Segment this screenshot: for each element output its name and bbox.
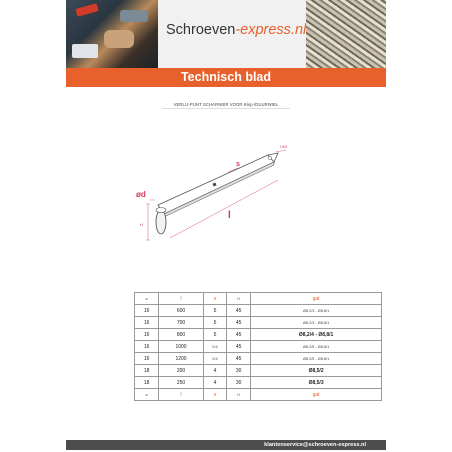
- brand-logo: [166, 22, 306, 38]
- cell-height: 45: [227, 329, 251, 341]
- label-h: H: [140, 222, 143, 227]
- cell-hole: Ø8,2/5 - Ø8,8/1: [251, 353, 382, 365]
- cell-thickness: 4: [203, 365, 226, 377]
- footer-diameter: ø: [135, 389, 159, 401]
- footer-height: H: [227, 389, 251, 401]
- header-thickness: s: [203, 293, 226, 305]
- cell-diameter: 16: [135, 341, 159, 353]
- cell-diameter: 16: [135, 317, 159, 329]
- cell-thickness: 5.5: [203, 353, 226, 365]
- cell-hole: Ø8,2/5 - Ø8,8/1: [251, 341, 382, 353]
- strap-hole: [268, 156, 271, 159]
- table-footer-row: [135, 389, 382, 401]
- table-row: [135, 317, 382, 329]
- cell-thickness: 5: [203, 329, 226, 341]
- hinge-strap-edge: [164, 162, 274, 217]
- cell-length: 1000: [159, 341, 204, 353]
- header-diameter: ø: [135, 293, 159, 305]
- table-row: [135, 341, 382, 353]
- cell-thickness: 5: [203, 305, 226, 317]
- page-footer: [66, 440, 386, 450]
- header-height: H: [227, 293, 251, 305]
- screws-photo: [306, 0, 386, 68]
- cell-height: 45: [227, 317, 251, 329]
- header-length: l: [159, 293, 204, 305]
- subtitle-divider: [162, 108, 290, 109]
- cell-diameter: 16: [135, 305, 159, 317]
- hinge-barrel: [156, 210, 166, 234]
- table-row: [135, 329, 382, 341]
- cell-hole: Ø8,2/4 - Ø8,8/1: [251, 329, 382, 341]
- contact-email[interactable]: klantenservice@schroeven-express.nl: [264, 442, 366, 448]
- page-title: Technisch blad: [66, 68, 386, 87]
- cell-diameter: 18: [135, 365, 159, 377]
- logo-accent-text: -express.nl: [235, 22, 307, 38]
- label-s: s: [236, 161, 240, 168]
- cell-diameter: 16: [135, 329, 159, 341]
- table-row: [135, 377, 382, 389]
- document-subtitle: VERLIJ-PUNT SCHARNIER VOOR Klep-/DUURWIEL: [173, 102, 279, 107]
- cell-length: 700: [159, 317, 204, 329]
- label-l: l: [228, 210, 231, 221]
- document-page: [66, 0, 386, 452]
- cell-thickness: 4: [203, 377, 226, 389]
- cell-diameter: 16: [135, 353, 159, 365]
- footer-thickness: s: [203, 389, 226, 401]
- cell-length: 1200: [159, 353, 204, 365]
- label-tip: OKS: [280, 145, 288, 149]
- label-d: ød: [136, 190, 146, 199]
- table-row: [135, 365, 382, 377]
- table-row: [135, 353, 382, 365]
- cell-height: 45: [227, 305, 251, 317]
- footer-length: l: [159, 389, 204, 401]
- spec-table: [134, 292, 382, 401]
- logo-main-text: Schroeven: [166, 22, 236, 38]
- cell-hole: Ø8,5/3: [251, 377, 382, 389]
- footer-hole: gat: [251, 389, 382, 401]
- technical-drawing: [128, 140, 298, 250]
- cell-thickness: 5.5: [203, 341, 226, 353]
- cell-diameter: 18: [135, 377, 159, 389]
- cell-hole: Ø8,2/3 - Ø8,8/1: [251, 317, 382, 329]
- cell-length: 250: [159, 377, 204, 389]
- cell-length: 800: [159, 329, 204, 341]
- cell-length: 600: [159, 305, 204, 317]
- cell-height: 30: [227, 365, 251, 377]
- cell-height: 45: [227, 341, 251, 353]
- page-header: [66, 0, 386, 68]
- table-header-row: [135, 293, 382, 305]
- tools-photo: [66, 0, 158, 68]
- header-hole: gat: [251, 293, 382, 305]
- cell-length: 200: [159, 365, 204, 377]
- cell-hole: Ø8,5/2: [251, 365, 382, 377]
- cell-hole: Ø8,2/3 - Ø8,8/1: [251, 305, 382, 317]
- cell-thickness: 5: [203, 317, 226, 329]
- hinge-barrel-top: [156, 208, 166, 213]
- cell-height: 45: [227, 353, 251, 365]
- cell-height: 30: [227, 377, 251, 389]
- table-row: [135, 305, 382, 317]
